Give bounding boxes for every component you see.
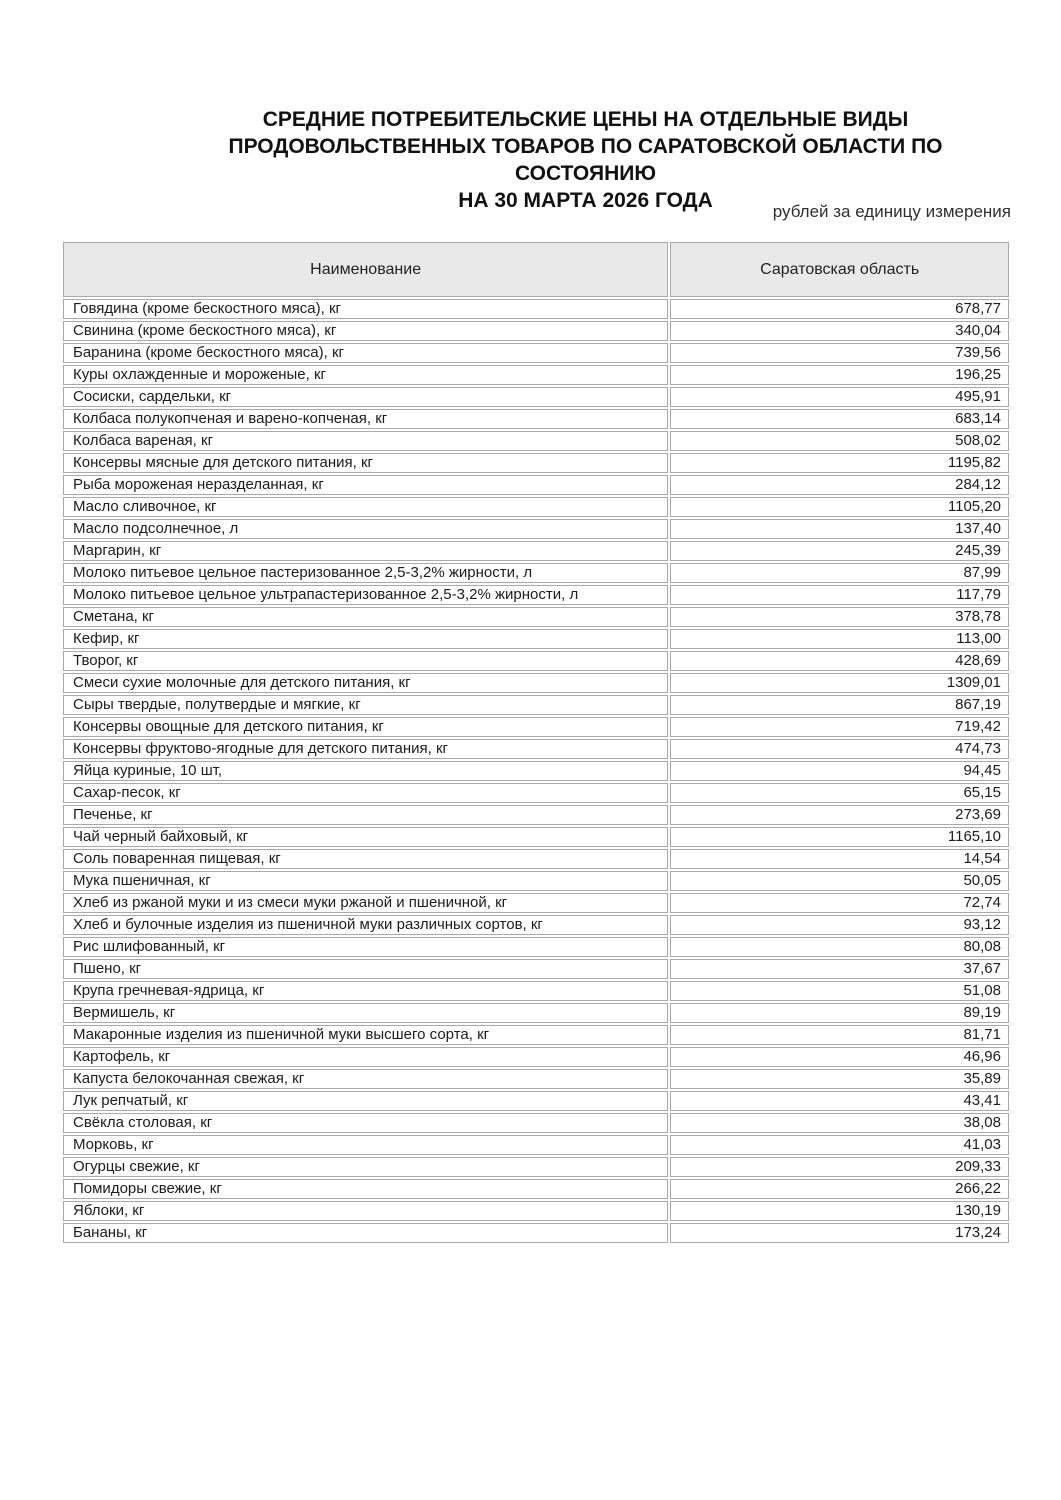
table-row [63, 1047, 1009, 1067]
price-cell: 81,71 [670, 1025, 1009, 1045]
page-title [160, 106, 1011, 214]
price-cell: 378,78 [670, 607, 1009, 627]
product-name-cell: Пшено, кг [63, 959, 668, 979]
product-name-cell: Свинина (кроме бескостного мяса), кг [63, 321, 668, 341]
table-row [63, 893, 1009, 913]
product-name-cell: Творог, кг [63, 651, 668, 671]
price-cell: 1309,01 [670, 673, 1009, 693]
table-row [63, 959, 1009, 979]
table-row [63, 1179, 1009, 1199]
price-cell: 113,00 [670, 629, 1009, 649]
price-cell: 14,54 [670, 849, 1009, 869]
table-row [63, 365, 1009, 385]
product-name-cell: Сосиски, сардельки, кг [63, 387, 668, 407]
product-name-cell: Мука пшеничная, кг [63, 871, 668, 891]
price-cell: 72,74 [670, 893, 1009, 913]
price-cell: 87,99 [670, 563, 1009, 583]
price-cell: 89,19 [670, 1003, 1009, 1023]
price-cell: 1165,10 [670, 827, 1009, 847]
price-cell: 137,40 [670, 519, 1009, 539]
product-name-cell: Свёкла столовая, кг [63, 1113, 668, 1133]
price-cell: 508,02 [670, 431, 1009, 451]
product-name-cell: Крупа гречневая-ядрица, кг [63, 981, 668, 1001]
table-row [63, 915, 1009, 935]
product-name-cell: Сметана, кг [63, 607, 668, 627]
product-name-cell: Масло сливочное, кг [63, 497, 668, 517]
page-title-line-3: НА 30 МАРТА 2026 ГОДА [458, 189, 713, 212]
product-name-cell: Хлеб из ржаной муки и из смеси муки ржаной и пшеничной, кг [63, 893, 668, 913]
price-cell: 739,56 [670, 343, 1009, 363]
table-row [63, 1003, 1009, 1023]
table-row [63, 761, 1009, 781]
table-row [63, 981, 1009, 1001]
table-row [63, 1069, 1009, 1089]
table-row [63, 1025, 1009, 1045]
table-row [63, 519, 1009, 539]
price-cell: 1105,20 [670, 497, 1009, 517]
product-name-cell: Кефир, кг [63, 629, 668, 649]
product-name-cell: Картофель, кг [63, 1047, 668, 1067]
price-cell: 683,14 [670, 409, 1009, 429]
table-row [63, 849, 1009, 869]
table-row [63, 431, 1009, 451]
price-cell: 209,33 [670, 1157, 1009, 1177]
table-row [63, 475, 1009, 495]
product-name-cell: Помидоры свежие, кг [63, 1179, 668, 1199]
price-cell: 117,79 [670, 585, 1009, 605]
prices-table-body [63, 299, 1009, 1243]
price-cell: 65,15 [670, 783, 1009, 803]
table-row [63, 541, 1009, 561]
table-row [63, 409, 1009, 429]
table-row [63, 343, 1009, 363]
product-name-cell: Говядина (кроме бескостного мяса), кг [63, 299, 668, 319]
table-row [63, 453, 1009, 473]
table-row [63, 1223, 1009, 1243]
product-name-cell: Лук репчатый, кг [63, 1091, 668, 1111]
table-row [63, 629, 1009, 649]
product-name-cell: Сыры твердые, полутвердые и мягкие, кг [63, 695, 668, 715]
product-name-cell: Масло подсолнечное, л [63, 519, 668, 539]
price-cell: 38,08 [670, 1113, 1009, 1133]
table-row [63, 497, 1009, 517]
product-name-cell: Консервы фруктово-ягодные для детского питания, кг [63, 739, 668, 759]
table-row [63, 673, 1009, 693]
table-row [63, 805, 1009, 825]
product-name-cell: Рыба мороженая неразделанная, кг [63, 475, 668, 495]
price-cell: 867,19 [670, 695, 1009, 715]
price-cell: 273,69 [670, 805, 1009, 825]
price-cell: 35,89 [670, 1069, 1009, 1089]
product-name-cell: Баранина (кроме бескостного мяса), кг [63, 343, 668, 363]
product-name-cell: Яблоки, кг [63, 1201, 668, 1221]
product-name-cell: Колбаса вареная, кг [63, 431, 668, 451]
price-cell: 80,08 [670, 937, 1009, 957]
price-cell: 93,12 [670, 915, 1009, 935]
product-name-cell: Маргарин, кг [63, 541, 668, 561]
table-row [63, 739, 1009, 759]
price-cell: 43,41 [670, 1091, 1009, 1111]
product-name-cell: Бананы, кг [63, 1223, 668, 1243]
product-name-cell: Морковь, кг [63, 1135, 668, 1155]
product-name-cell: Яйца куриные, 10 шт, [63, 761, 668, 781]
table-row [63, 387, 1009, 407]
price-cell: 41,03 [670, 1135, 1009, 1155]
column-header-name: Наименование [63, 242, 668, 297]
table-row [63, 1091, 1009, 1111]
price-cell: 46,96 [670, 1047, 1009, 1067]
price-cell: 173,24 [670, 1223, 1009, 1243]
product-name-cell: Чай черный байховый, кг [63, 827, 668, 847]
price-cell: 428,69 [670, 651, 1009, 671]
table-row [63, 563, 1009, 583]
product-name-cell: Куры охлажденные и мороженые, кг [63, 365, 668, 385]
price-cell: 94,45 [670, 761, 1009, 781]
price-cell: 474,73 [670, 739, 1009, 759]
product-name-cell: Соль поваренная пищевая, кг [63, 849, 668, 869]
prices-table [61, 240, 1011, 1245]
table-row [63, 1135, 1009, 1155]
product-name-cell: Рис шлифованный, кг [63, 937, 668, 957]
product-name-cell: Сахар-песок, кг [63, 783, 668, 803]
product-name-cell: Смеси сухие молочные для детского питания, кг [63, 673, 668, 693]
page-title-line-1: СРЕДНИЕ ПОТРЕБИТЕЛЬСКИЕ ЦЕНЫ НА ОТДЕЛЬНЫЕ ВИДЫ [262, 108, 909, 131]
product-name-cell: Вермишель, кг [63, 1003, 668, 1023]
column-header-region: Саратовская область [670, 242, 1009, 297]
table-row [63, 717, 1009, 737]
price-cell: 37,67 [670, 959, 1009, 979]
table-row [63, 783, 1009, 803]
table-row [63, 607, 1009, 627]
table-row [63, 585, 1009, 605]
product-name-cell: Колбаса полукопченая и варено-копченая, кг [63, 409, 668, 429]
table-row [63, 1113, 1009, 1133]
price-cell: 340,04 [670, 321, 1009, 341]
price-cell: 245,39 [670, 541, 1009, 561]
product-name-cell: Хлеб и булочные изделия из пшеничной муки различных сортов, кг [63, 915, 668, 935]
product-name-cell: Огурцы свежие, кг [63, 1157, 668, 1177]
table-row [63, 695, 1009, 715]
page-title-line-2: ПРОДОВОЛЬСТВЕННЫХ ТОВАРОВ ПО САРАТОВСКОЙ ОБЛАСТИ ПО СОСТОЯНИЮ [228, 135, 943, 185]
price-cell: 284,12 [670, 475, 1009, 495]
product-name-cell: Печенье, кг [63, 805, 668, 825]
price-cell: 51,08 [670, 981, 1009, 1001]
price-cell: 266,22 [670, 1179, 1009, 1199]
table-row [63, 827, 1009, 847]
table-header-row [63, 242, 1009, 297]
table-row [63, 871, 1009, 891]
price-cell: 495,91 [670, 387, 1009, 407]
price-cell: 50,05 [670, 871, 1009, 891]
table-row [63, 299, 1009, 319]
price-cell: 1195,82 [670, 453, 1009, 473]
price-cell: 719,42 [670, 717, 1009, 737]
units-note: рублей за единицу измерения [772, 202, 1011, 221]
table-row [63, 1201, 1009, 1221]
product-name-cell: Макаронные изделия из пшеничной муки высшего сорта, кг [63, 1025, 668, 1045]
price-cell: 130,19 [670, 1201, 1009, 1221]
table-row [63, 651, 1009, 671]
product-name-cell: Капуста белокочанная свежая, кг [63, 1069, 668, 1089]
product-name-cell: Консервы мясные для детского питания, кг [63, 453, 668, 473]
price-cell: 196,25 [670, 365, 1009, 385]
table-row [63, 1157, 1009, 1177]
product-name-cell: Молоко питьевое цельное ультрапастеризованное 2,5-3,2% жирности, л [63, 585, 668, 605]
table-row [63, 937, 1009, 957]
table-row [63, 321, 1009, 341]
product-name-cell: Консервы овощные для детского питания, кг [63, 717, 668, 737]
price-cell: 678,77 [670, 299, 1009, 319]
product-name-cell: Молоко питьевое цельное пастеризованное 2,5-3,2% жирности, л [63, 563, 668, 583]
